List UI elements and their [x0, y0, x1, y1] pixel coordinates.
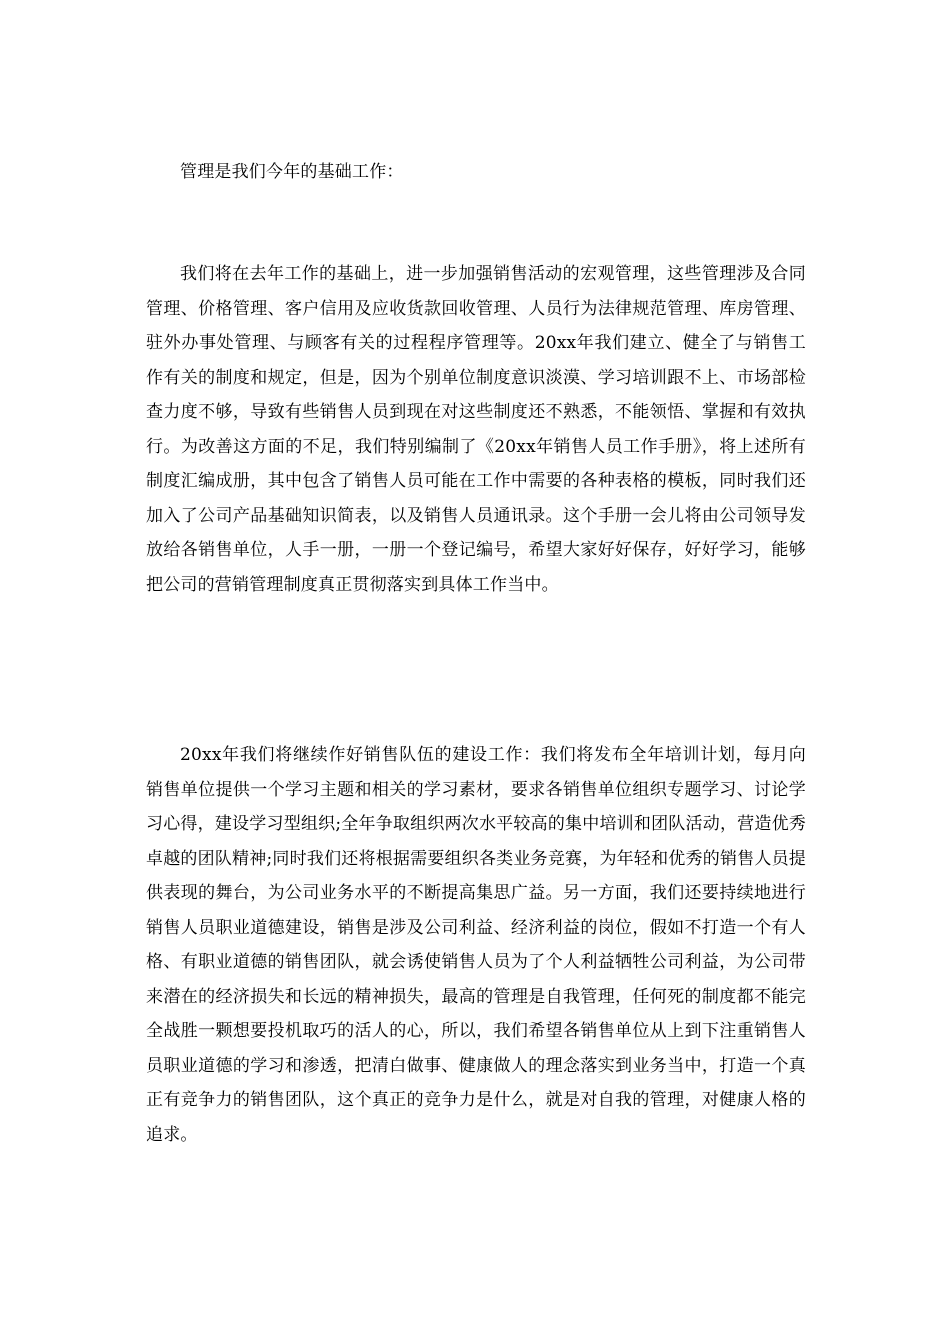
paragraph-team-building: 20xx年我们将继续作好销售队伍的建设工作：我们将发布全年培训计划，每月向销售单位提供一个学习主题和相关的学习素材，要求各销售单位组织专题学习、讨论学习心得，建设学习型组织;全年争取组织两次水平较高的集中培训和团队活动，营造优秀卓越的团队精神;同时我们还将根据需要组织各类业务竞赛，为年轻和优秀的销售人员提供表现的舞台，为公司业务水平的不断提高集思广益。另一方面，我们还要持续地进行销售人员职业道德建设，销售是涉及公司利益、经济利益的岗位，假如不打造一个有人格、有职业道德的销售团队，就会诱使销售人员为了个人利益牺牲公司利益，为公司带来潜在的经济损失和长远的精神损失，最高的管理是自我管理，任何死的制度都不能完全战胜一颗想要投机取巧的活人的心，所以，我们希望各销售单位从上到下注重销售人员职业道德的学习和渗透，把清白做事、健康做人的理念落实到业务当中，打造一个真正有竞争力的销售团队，这个真正的竞争力是什么，就是对自我的管理，对健康人格的追求。	[146, 745, 806, 1145]
paragraph-intro: 管理是我们今年的基础工作：	[180, 162, 404, 182]
paragraph-management: 我们将在去年工作的基础上，进一步加强销售活动的宏观管理，这些管理涉及合同管理、价格管理、客户信用及应收货款回收管理、人员行为法律规范管理、库房管理、驻外办事处管理、与顾客有关的过程程序管理等。20xx年我们建立、健全了与销售工作有关的制度和规定，但是，因为个别单位制度意识淡漠、学习培训跟不上、市场部检查力度不够，导致有些销售人员到现在对这些制度还不熟悉，不能领悟、掌握和有效执行。为改善这方面的不足，我们特别编制了《20xx年销售人员工作手册》，将上述所有制度汇编成册，其中包含了销售人员可能在工作中需要的各种表格的模板，同时我们还加入了公司产品基础知识简表，以及销售人员通讯录。这个手册一会儿将由公司领导发放给各销售单位，人手一册，一册一个登记编号，希望大家好好保存，好好学习，能够把公司的营销管理制度真正贯彻落实到具体工作当中。	[146, 264, 806, 595]
